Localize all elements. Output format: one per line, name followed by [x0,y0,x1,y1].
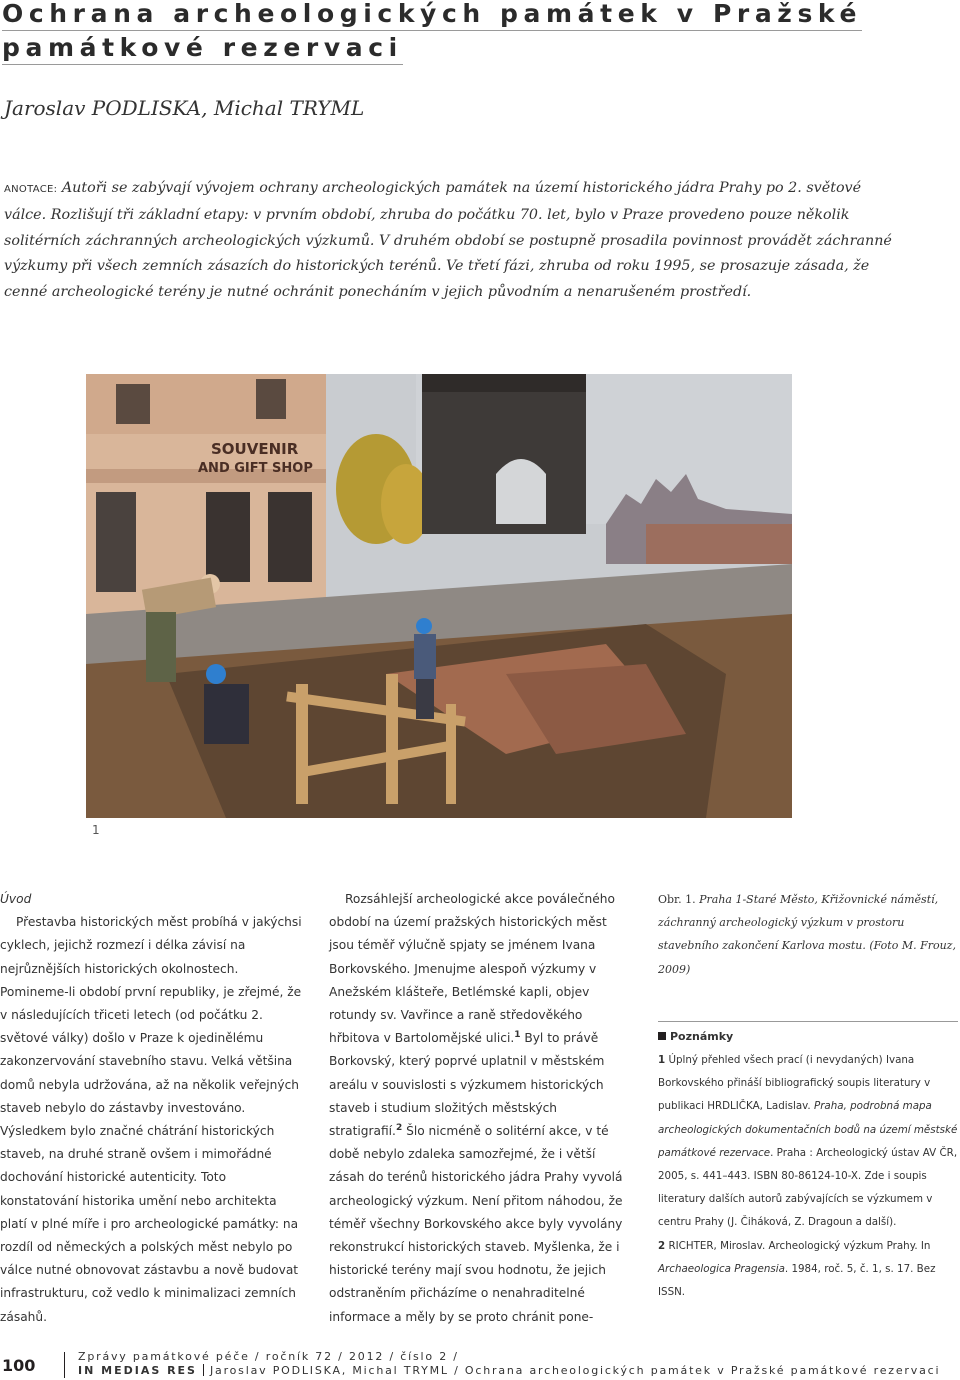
annotation-label: ANOTACE: [4,184,58,195]
article-title-line-1: Ochrana archeologických památek v Pražské [2,0,862,31]
footnote-text: . Praha : Archeologický ústav AV ČR, 2005, s. 441–443. ISBN 80-86124-10-X. Zde i soupis literatury dalších autorů zabývajících se výzkumem v centru Prahy (J. Čiháková, Z. Dragoun a další). [658,1146,958,1229]
article-title-line-2: památkové rezervaci [2,34,403,65]
page-number: 100 [2,1356,36,1375]
section-heading: Úvod [0,892,32,906]
footnote-ref[interactable]: 1 [514,1030,521,1041]
footer-running-head [78,1364,940,1377]
caption-text: Praha 1-Staré Město, Křižovnické náměstí, záchranný archeologický výzkum v prostoru stavebního zakončení Karlova mostu. (Foto M. Frouz, 2009) [658,893,956,976]
footnote-italic: Praha, podrobná mapa archeologických dokumentačních bodů na území městské památkové rezervace [658,1100,958,1159]
figure-caption [658,888,958,981]
paragraph-text: Šlo nicméně o solitérní akce, v té době nebylo zdaleka samozřejmé, že i větší zásah do terénů historického jádra Prahy vyvolá archeologický výzkum. Není přitom náhodou, že téměř všechny Borkovského akce byly vyvolány rekonstrukcí historických staveb. Myšlenka, že i historické terény mají svou hodnotu, že jejich odstraněním přicházíme o nenahraditelné informace a měly by se proto chránit pone- [329,1124,623,1324]
paragraph-text: Byl to právě Borkovský, který poprvé uplatnil v městském areálu v souvislosti s výzkumem historických staveb i studium složitých městských stratigrafií. [329,1031,605,1139]
paragraph: Přestavba historických měst probíhá v jakýchsi cyklech, jejichž rozmezí i délka závisí na nejrůznějších historických okolnostech. Pomineme-li období první republiky, je zřejmé, že v následujících třiceti letech (od počátku 2. světové války) došlo v Praze k ojedinělému zakonzervování stavebního stavu. Velká většina domů nebyla udržována, až na několik veřejných staveb nebylo do zástavby investováno. Výsledkem bylo značné chátrání historických staveb, na druhé straně ovšem i mimořádné dochování historické autenticity. Toto konstatování historika umění nebo architekta platí v plné míře i pro archeologické památky: na rozdíl od německých a polských měst nebylo po válce nutné obnovovat zástavbu a nově budovat infrastrukturu, což vedlo k minimalizaci zemních zásahů. [0,915,302,1324]
paragraph-text: Rozsáhlejší archeologické akce poválečného období na území pražských historických měst jsou téměř výlučně spjaty se jménem Ivana Borkovského. Jmenujme alespoň výzkumy v Anežském klášteře, Betlémské kapli, objev rotundy sv. Vavřince a raně středověkého hřbitova v Bartolomějské ulici. [329,892,615,1046]
body-column-2 [329,888,633,1329]
footnotes [658,1049,958,1304]
photo-number: 1 [92,823,100,837]
authors: Jaroslav PODLISKA, Michal TRYML [4,96,365,120]
footnote-text: . 1984, roč. 5, č. 1, s. 17. Bez ISSN. [658,1262,936,1299]
footnote-text: Úplný přehled všech prací (i nevydaných) Ivana Borkovského přináší bibliografický soupis literatury v publikaci HRDLIČKA, Ladislav. [658,1054,931,1113]
footer-section: IN MEDIAS RES [78,1364,197,1377]
footnote-number: 1 [658,1054,666,1066]
square-bullet-icon [658,1032,666,1040]
annotation-text: Autoři se zabývají vývojem ochrany archeologických památek na území historického jádra Prahy po 2. světové válce. Rozlišují tři základní etapy: v prvním období, zhruba do počátku 70. let, bylo v Praze provedeno pouze několik solitérních záchranných archeologických výzkumů. V druhém období se postupně prosadila povinnost provádět záchranné výzkumy při všech zemních zásazích do historických terénů. Ve třetí fázi, zhruba od roku 1995, se prosazuje zásada, že cenné archeologické terény je nutné ochránit ponecháním v jejich původním a nenarušeném prostředí. [4,180,892,301]
notes-heading-label: Poznámky [670,1030,734,1043]
notes-heading [658,1029,733,1045]
footer-running-title: Jaroslav PODLISKA, Michal TRYML / Ochrana archeologických památek v Pražské památkové rezervaci [209,1364,941,1377]
footer-separator [203,1364,204,1376]
shop-sign-line-2: AND GIFT SHOP [198,461,313,476]
notes-divider [658,1021,958,1022]
annotation [4,176,904,306]
shop-sign-line-1: SOUVENIR [211,440,299,458]
footnote-ref[interactable]: 2 [395,1122,403,1133]
footnote-2 [658,1235,958,1305]
footnote-number: 2 [658,1239,666,1252]
excavation-photo [86,374,792,818]
footnote-text: RICHTER, Miroslav. Archeologický výzkum Prahy. In [665,1239,931,1252]
paragraph [329,888,633,1329]
body-column-1 [0,888,305,1329]
footnote-italic: Archaeologica Pragensia [658,1262,785,1275]
footnote-1 [658,1049,958,1235]
footer-divider [64,1352,65,1378]
caption-label: Obr. 1. [658,893,696,906]
footer-journal: Zprávy památkové péče / ročník 72 / 2012 / číslo 2 / [78,1350,459,1363]
